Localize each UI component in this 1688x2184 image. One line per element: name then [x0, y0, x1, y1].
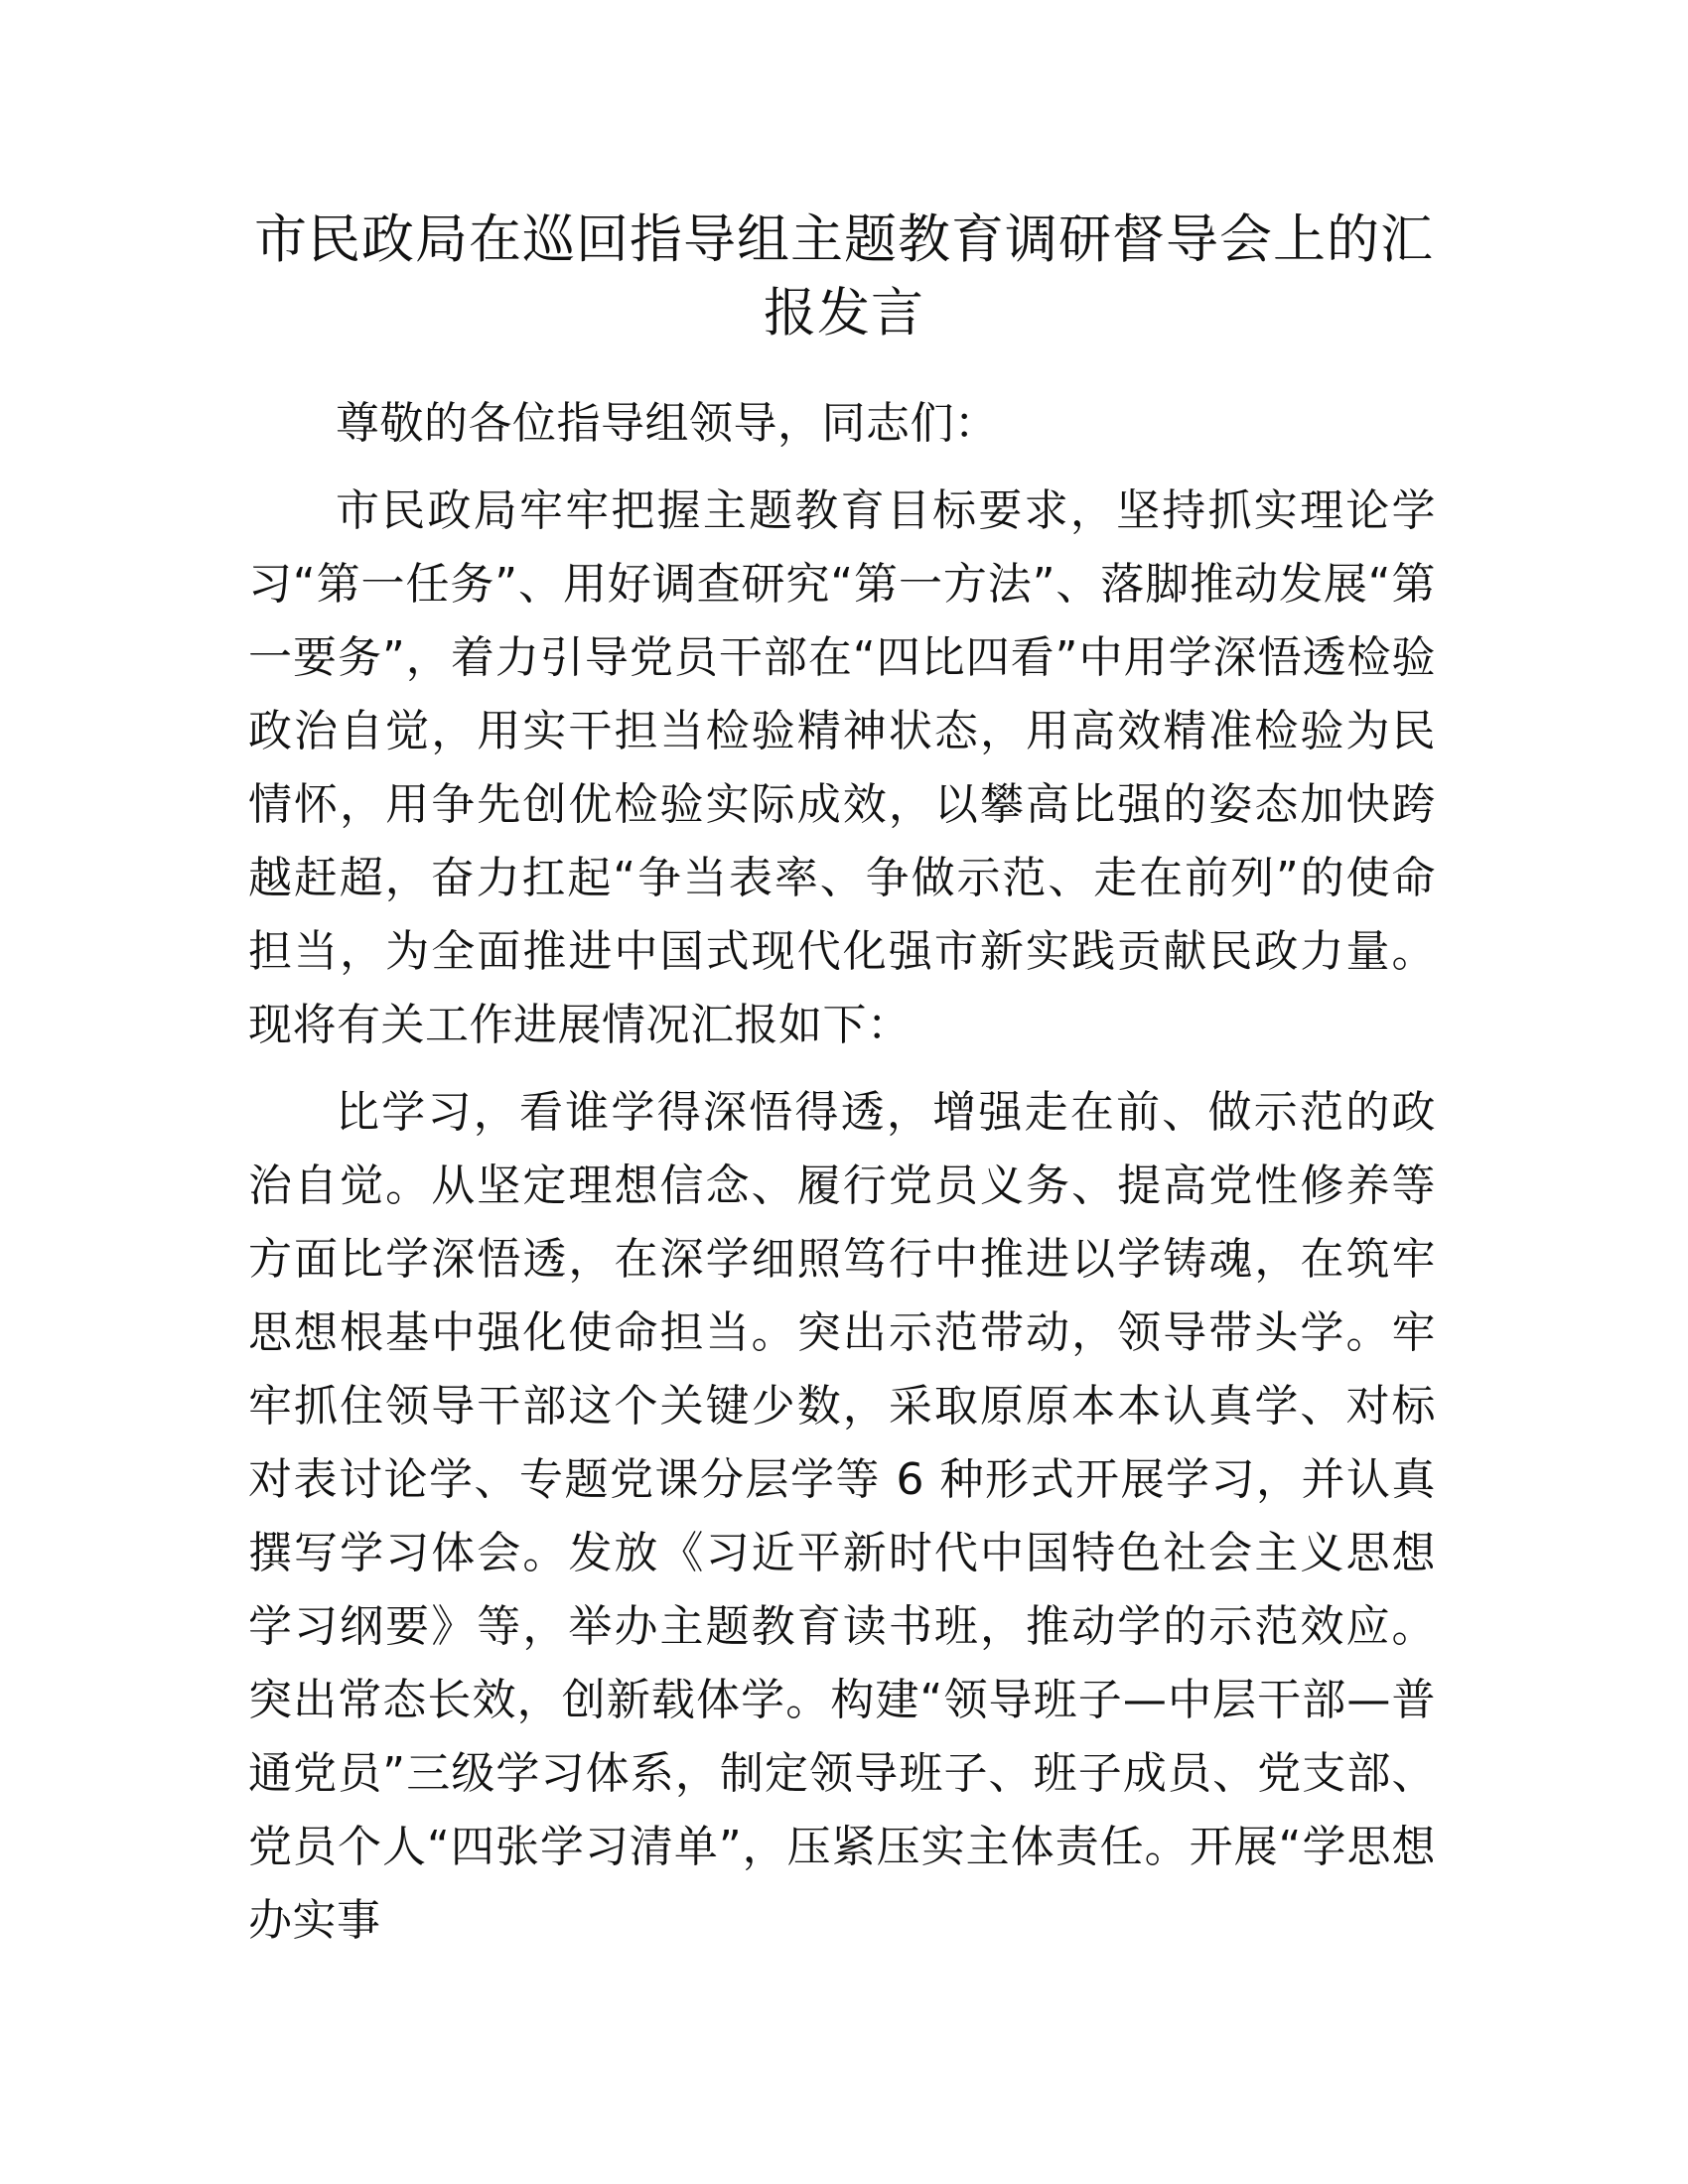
paragraph-intro: 市民政局牢牢把握主题教育目标要求，坚持抓实理论学习“第一任务”、用好调查研究“第一方法”、落脚推动发展“第一要务”，着力引导党员干部在“四比四看”中用学深悟透检验政治自觉，用实干担当检验精神状态，用高效精准检验为民情怀，用争先创优检验实际成效，以攀高比强的姿态加快跨越赶超，奋力扛起“争当表率、争做示范、走在前列”的使命担当，为全面推进中国式现代化强市新实践贡献民政力量。现将有关工作进展情况汇报如下： [248, 485, 1436, 1050]
document-title: 市民政局在巡回指导组主题教育调研督导会上的汇报发言 [254, 209, 1434, 343]
paragraph-study: 比学习，看谁学得深悟得透，增强走在前、做示范的政治自觉。从坚定理想信念、履行党员义务、提高党性修养等方面比学深悟透，在深学细照笃行中推进以学铸魂，在筑牢思想根基中强化使命担当。突出示范带动，领导带头学。牢牢抓住领导干部这个关键少数，采取原原本本认真学、对标对表讨论学、专题党课分层学等 6 种形式开展学习，并认真撰写学习体会。发放《习近平新时代中国特色社会主义思想学习纲要》等，举办主题教育读书班，推动学的示范效应。突出常态长效，创新载体学。构建“领导班子—中层干部—普通党员”三级学习体系，制定领导班子、班子成员、党支部、党员个人“四张学习清单”，压紧压实主体责任。开展“学思想办实事 [248, 1087, 1436, 1946]
document-body [248, 387, 1436, 1972]
salutation: 尊敬的各位指导组领导，同志们： [336, 398, 999, 449]
